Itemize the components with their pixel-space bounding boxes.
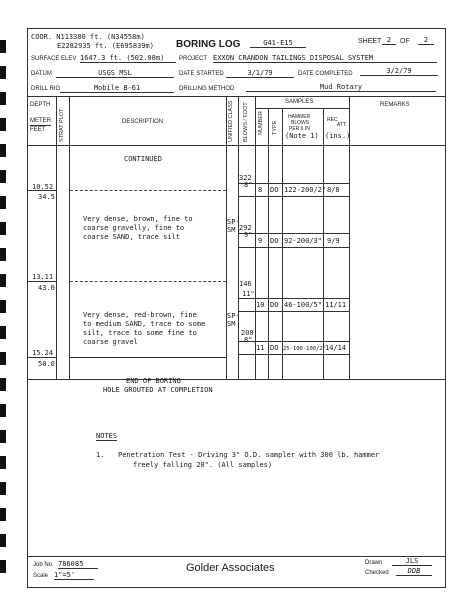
sheet-number: 2 bbox=[382, 36, 396, 45]
col-unified-class: UNIFIED CLASS bbox=[228, 100, 234, 142]
col-hammer: HAMMER bbox=[288, 114, 311, 120]
footer-separator bbox=[27, 556, 445, 557]
sample-interval-bottom bbox=[239, 354, 349, 355]
col-meter: METER bbox=[30, 118, 51, 124]
project-label: PROJECT bbox=[179, 56, 208, 62]
unified-class: SM bbox=[227, 226, 236, 234]
binder-hole bbox=[0, 352, 6, 365]
layer-description-line: silt, trace to some fine to bbox=[83, 329, 197, 337]
job-number: 786085 bbox=[58, 560, 98, 569]
datum: USGS MSL bbox=[56, 69, 174, 78]
layer-description-line: coarse SAND, trace silt bbox=[83, 233, 180, 241]
binder-hole bbox=[0, 92, 6, 105]
drill-rig-label: DRILL RIG bbox=[31, 86, 61, 92]
blows-penetration: 8" bbox=[244, 181, 253, 189]
binder-hole bbox=[0, 404, 6, 417]
scale-label: Scale bbox=[33, 573, 49, 579]
binder-hole bbox=[0, 300, 6, 313]
binder-hole bbox=[0, 430, 6, 443]
binder-hole bbox=[0, 40, 6, 53]
boring-bottom-line bbox=[70, 357, 226, 358]
sample-interval-top bbox=[239, 233, 349, 234]
depth-meter: 15.24 bbox=[32, 349, 54, 357]
col-rec: REC bbox=[327, 117, 338, 123]
depth-tick bbox=[28, 357, 56, 358]
sample-type: DO bbox=[270, 237, 279, 245]
sample-interval-bottom bbox=[239, 196, 349, 197]
binder-hole bbox=[0, 170, 6, 183]
blows-per-foot: 322 bbox=[239, 174, 252, 182]
sample-number: 9 bbox=[258, 237, 263, 245]
sample-interval-top bbox=[239, 183, 349, 184]
continued-label: CONTINUED bbox=[124, 155, 162, 163]
drill-rig: Mobile B-61 bbox=[60, 84, 174, 93]
col-note-1: (Note 1) bbox=[285, 132, 319, 140]
note-text-line: freely falling 20". (All samples) bbox=[133, 461, 273, 469]
binder-hole bbox=[0, 118, 6, 131]
binder-hole bbox=[0, 222, 6, 235]
blows-penetration: 9" bbox=[244, 231, 253, 239]
sample-number: 11 bbox=[256, 344, 265, 352]
scale: 1"=5' bbox=[54, 571, 94, 580]
surface-elev-label: SURFACE ELEV bbox=[31, 56, 77, 62]
checked-initials: DDB bbox=[396, 567, 432, 576]
boring-id: G41-E15 bbox=[250, 39, 306, 48]
binder-hole bbox=[0, 326, 6, 339]
notes-heading: NOTES bbox=[96, 432, 118, 440]
col-description: DESCRIPTION bbox=[122, 119, 164, 125]
stratum-boundary bbox=[70, 281, 226, 282]
col-att: ATT bbox=[337, 122, 347, 128]
depth-feet: 43.0 bbox=[38, 284, 55, 292]
unified-class: SM bbox=[227, 320, 236, 328]
layer-description-line: coarse gravelly, fine to bbox=[83, 224, 185, 232]
coordinate-north: COOR. N113380 ft. (N34558m) bbox=[31, 33, 145, 41]
blows-per-foot: 200 bbox=[241, 329, 254, 337]
col-number: NUMBER bbox=[258, 111, 264, 135]
end-of-boring-label: END OF BORING bbox=[126, 377, 181, 385]
blows-penetration: 8" bbox=[244, 336, 253, 344]
sample-number: 8 bbox=[258, 186, 263, 194]
hammer-blows: 92-200/3" bbox=[284, 237, 322, 245]
hammer-blows: 46-100/5" bbox=[284, 301, 322, 309]
blows-per-foot: 146 bbox=[239, 280, 252, 288]
drilling-method: Mud Rotary bbox=[246, 83, 436, 92]
binder-hole bbox=[0, 196, 6, 209]
form-border bbox=[27, 28, 446, 588]
sample-type: DO bbox=[270, 301, 279, 309]
col-strat-plot: STRAT PLOT bbox=[59, 108, 65, 142]
blows-penetration: 11" bbox=[242, 290, 255, 298]
sheet-label: SHEET bbox=[358, 38, 382, 45]
date-started: 3/1/79 bbox=[226, 69, 294, 78]
hammer-blows: 122-200/2" bbox=[284, 186, 327, 194]
form-title: BORING LOG bbox=[176, 39, 241, 50]
job-number-label: Job No. bbox=[33, 562, 54, 568]
sample-number: 10 bbox=[256, 301, 265, 309]
unified-class: SP- bbox=[227, 312, 240, 320]
col-blows: BLOWS bbox=[291, 120, 310, 126]
recovery: 9/9 bbox=[327, 237, 340, 245]
unified-class: SP- bbox=[227, 218, 240, 226]
binder-hole bbox=[0, 456, 6, 469]
drawn-initials: JLS bbox=[392, 557, 432, 566]
drilling-method-label: DRILLING METHOD bbox=[179, 86, 235, 92]
col-ins: (ins.) bbox=[325, 132, 351, 140]
depth-meter: 13.11 bbox=[32, 273, 54, 281]
depth-tick bbox=[28, 281, 56, 282]
sheet-total: 2 bbox=[418, 36, 434, 45]
col-type: TYPE bbox=[272, 120, 278, 135]
sample-type: DO bbox=[270, 186, 279, 194]
col-remarks: REMARKS bbox=[380, 102, 410, 108]
stratum-boundary bbox=[70, 190, 226, 191]
datum-label: DATUM bbox=[31, 71, 52, 77]
sample-interval-top bbox=[239, 341, 349, 342]
layer-description-line: to medium SAND, trace to some bbox=[83, 320, 206, 328]
sample-type: DO bbox=[270, 344, 279, 352]
layer-description-line: Very dense, brown, fine to bbox=[83, 215, 193, 223]
sample-interval-bottom bbox=[239, 311, 349, 312]
layer-description-line: coarse gravel bbox=[83, 338, 138, 346]
binder-hole bbox=[0, 508, 6, 521]
binder-hole bbox=[0, 482, 6, 495]
col-per-6-in: PER 6 IN bbox=[289, 126, 310, 132]
binder-hole bbox=[0, 534, 6, 547]
binder-hole bbox=[0, 144, 6, 157]
project-name: EXXON CRANDON TAILINGS DISPOSAL SYSTEM bbox=[213, 54, 437, 63]
binder-hole bbox=[0, 66, 6, 79]
hammer-blows: 25-100-100/2" bbox=[283, 346, 327, 352]
depth-feet: 50.0 bbox=[38, 360, 55, 368]
col-depth: DEPTH bbox=[30, 102, 51, 108]
note-text-line: Penetration Test - Driving 3" O.D. sampler with 300 lb. hammer bbox=[118, 451, 380, 459]
recovery: 8/8 bbox=[327, 186, 340, 194]
header-separator bbox=[27, 96, 445, 97]
recovery: 14/14 bbox=[325, 344, 347, 352]
depth-meter: 10.52 bbox=[32, 183, 54, 191]
note-number: 1. bbox=[96, 451, 105, 459]
depth-feet: 34.5 bbox=[38, 193, 55, 201]
sheet-of-label: OF bbox=[400, 38, 410, 45]
col-feet: FEET bbox=[30, 127, 46, 133]
binder-hole bbox=[0, 248, 6, 261]
checked-label: Checked bbox=[365, 570, 389, 576]
date-started-label: DATE STARTED bbox=[179, 71, 224, 77]
drawn-label: Drawn bbox=[365, 560, 383, 566]
binder-hole bbox=[0, 274, 6, 287]
depth-tick bbox=[28, 190, 56, 191]
company-name: Golder Associates bbox=[186, 562, 275, 574]
hole-grouted-label: HOLE GROUTED AT COMPLETION bbox=[103, 386, 213, 394]
sample-interval-bottom bbox=[239, 247, 349, 248]
binder-hole bbox=[0, 378, 6, 391]
sample-interval-top bbox=[239, 298, 349, 299]
blows-per-foot: 292 bbox=[239, 224, 252, 232]
date-completed-label: DATE COMPLETED bbox=[298, 71, 353, 77]
col-samples: SAMPLES bbox=[285, 99, 314, 105]
recovery: 11/11 bbox=[325, 301, 347, 309]
coordinate-east: E2282935 ft. (E695839m) bbox=[57, 42, 154, 50]
binder-hole bbox=[0, 560, 6, 573]
surface-elev: 1647.3 ft. (502.08m) bbox=[80, 54, 176, 63]
layer-description-line: Very dense, red-brown, fine bbox=[83, 311, 197, 319]
date-completed: 3/2/79 bbox=[360, 67, 438, 76]
col-blows-foot: BLOWS / FOOT bbox=[243, 102, 249, 142]
